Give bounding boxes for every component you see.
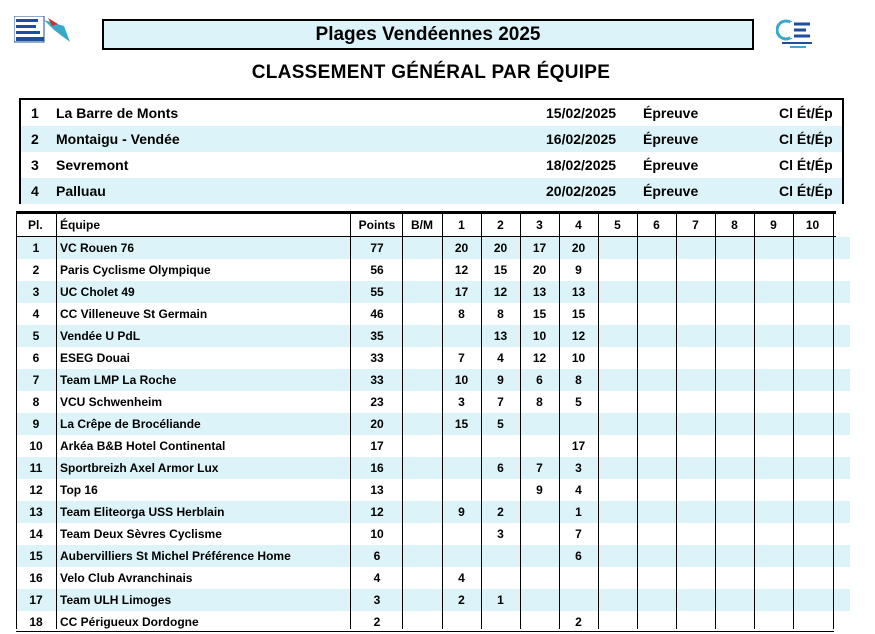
- stage-points-cell: 20: [493, 241, 508, 255]
- points-cell: 23: [370, 395, 384, 409]
- team-name-cell: Paris Cyclisme Olympique: [60, 263, 211, 277]
- table-row: [16, 523, 850, 545]
- grid-line: [559, 211, 560, 629]
- col-header-bm: B/M: [411, 218, 433, 232]
- stage-points-cell: 6: [536, 373, 543, 387]
- rank-cell: 4: [32, 307, 40, 321]
- points-cell: 33: [370, 351, 384, 365]
- stage-points-cell: 17: [571, 439, 586, 453]
- points-cell: 46: [370, 307, 384, 321]
- rank-cell: 12: [29, 483, 43, 497]
- rank-cell: 16: [29, 571, 43, 585]
- event-number: 4: [31, 183, 39, 199]
- team-name-cell: ESEG Douai: [60, 351, 131, 365]
- event-row: [21, 178, 842, 204]
- table-row: [16, 567, 850, 589]
- team-name-cell: VC Rouen 76: [60, 241, 135, 255]
- points-cell: 56: [370, 263, 384, 277]
- table-row: [16, 589, 850, 611]
- grid-line: [350, 211, 351, 629]
- event-type: Épreuve: [643, 183, 699, 199]
- stage-points-cell: 10: [454, 373, 469, 387]
- stage-points-cell: 3: [575, 461, 582, 475]
- stage-points-cell: 9: [575, 263, 582, 277]
- points-cell: 2: [373, 615, 381, 629]
- team-name-cell: Aubervilliers St Michel Préférence Home: [60, 549, 291, 563]
- col-header-stage-4: 4: [575, 218, 582, 232]
- event-number: 3: [31, 157, 39, 173]
- stage-points-cell: 4: [458, 571, 465, 585]
- events-table: [19, 98, 844, 204]
- event-date: 16/02/2025: [546, 131, 617, 147]
- rank-cell: 8: [32, 395, 40, 409]
- event-type: Épreuve: [643, 131, 699, 147]
- stage-points-cell: 2: [497, 505, 504, 519]
- stage-points-cell: 4: [575, 483, 582, 497]
- table-row: [16, 413, 850, 435]
- col-header-points: Points: [358, 218, 396, 232]
- grid-line: [442, 211, 443, 629]
- stage-points-cell: 15: [532, 307, 547, 321]
- points-cell: 35: [370, 329, 384, 343]
- stage-points-cell: 13: [493, 329, 508, 343]
- team-name-cell: Team Deux Sèvres Cyclisme: [60, 527, 222, 541]
- table-row: [16, 369, 850, 391]
- table-row: [16, 611, 850, 633]
- team-name-cell: Team LMP La Roche: [60, 373, 177, 387]
- table-row: [16, 391, 850, 413]
- stage-points-cell: 12: [454, 263, 469, 277]
- stage-points-cell: 15: [493, 263, 508, 277]
- points-cell: 13: [370, 483, 384, 497]
- event-class: Cl Ét/Ép: [779, 183, 833, 199]
- col-header-stage-10: 10: [805, 218, 820, 232]
- federation-logo: [14, 16, 72, 46]
- stage-points-cell: 12: [532, 351, 547, 365]
- event-type: Épreuve: [643, 157, 699, 173]
- stage-points-cell: 10: [532, 329, 547, 343]
- table-row: [16, 479, 850, 501]
- grid-line: [16, 211, 17, 629]
- event-number: 2: [31, 131, 39, 147]
- team-name-cell: Team Eliteorga USS Herblain: [60, 505, 225, 519]
- stage-points-cell: 7: [575, 527, 582, 541]
- table-bottom-border: [16, 631, 834, 632]
- stage-points-cell: 3: [497, 527, 504, 541]
- stage-points-cell: 7: [458, 351, 465, 365]
- stage-points-cell: 9: [497, 373, 504, 387]
- event-row: [21, 126, 842, 152]
- stage-points-cell: 2: [458, 593, 465, 607]
- stage-points-cell: 7: [497, 395, 504, 409]
- rank-cell: 10: [29, 439, 43, 453]
- grid-line: [598, 211, 599, 629]
- stage-points-cell: 20: [454, 241, 469, 255]
- col-header-stage-2: 2: [497, 218, 504, 232]
- col-header-stage-1: 1: [458, 218, 465, 232]
- team-name-cell: Arkéa B&B Hotel Continental: [60, 439, 226, 453]
- col-header-stage-7: 7: [692, 218, 699, 232]
- stage-points-cell: 1: [575, 505, 582, 519]
- stage-points-cell: 12: [571, 329, 586, 343]
- stage-points-cell: 13: [571, 285, 586, 299]
- rank-cell: 11: [29, 461, 43, 475]
- stage-points-cell: 15: [454, 417, 469, 431]
- table-row: [16, 435, 850, 457]
- stage-points-cell: 20: [532, 263, 547, 277]
- grid-line: [793, 211, 794, 629]
- stage-points-cell: 4: [497, 351, 504, 365]
- page-title: Plages Vendéennes 2025: [102, 19, 754, 50]
- rank-cell: 6: [32, 351, 40, 365]
- grid-line: [637, 211, 638, 629]
- points-cell: 33: [370, 373, 384, 387]
- table-row: [16, 501, 850, 523]
- grid-line: [715, 211, 716, 629]
- rank-cell: 15: [29, 549, 43, 563]
- grid-line: [754, 211, 755, 629]
- rank-cell: 13: [29, 505, 43, 519]
- grid-line: [676, 211, 677, 629]
- grid-line: [481, 211, 482, 629]
- stage-points-cell: 6: [497, 461, 504, 475]
- col-header-stage-8: 8: [731, 218, 738, 232]
- event-name: Palluau: [56, 183, 106, 199]
- col-header-stage-5: 5: [614, 218, 621, 232]
- points-cell: 55: [370, 285, 384, 299]
- points-cell: 12: [370, 505, 384, 519]
- stage-points-cell: 8: [575, 373, 582, 387]
- stage-points-cell: 9: [536, 483, 543, 497]
- event-date: 20/02/2025: [546, 183, 617, 199]
- stage-points-cell: 9: [458, 505, 465, 519]
- team-name-cell: CC Villeneuve St Germain: [60, 307, 208, 321]
- rank-cell: 18: [29, 615, 43, 629]
- stage-points-cell: 12: [493, 285, 508, 299]
- event-type: Épreuve: [643, 105, 699, 121]
- table-row: [16, 303, 850, 325]
- grid-line: [402, 211, 403, 629]
- stage-points-cell: 17: [532, 241, 547, 255]
- stage-points-cell: 10: [571, 351, 586, 365]
- event-row: [21, 152, 842, 178]
- col-header-stage-9: 9: [770, 218, 777, 232]
- points-cell: 3: [373, 593, 381, 607]
- event-class: Cl Ét/Ép: [779, 131, 833, 147]
- team-name-cell: UC Cholet 49: [60, 285, 135, 299]
- points-cell: 10: [370, 527, 384, 541]
- grid-line: [833, 211, 834, 629]
- event-name: La Barre de Monts: [56, 105, 179, 121]
- table-row: [16, 281, 850, 303]
- points-cell: 16: [370, 461, 384, 475]
- stage-points-cell: 17: [454, 285, 469, 299]
- points-cell: 6: [373, 549, 381, 563]
- team-name-cell: La Crêpe de Brocéliande: [60, 417, 201, 431]
- stage-points-cell: 5: [575, 395, 582, 409]
- rank-cell: 2: [32, 263, 40, 277]
- col-header-pl: Pl.: [28, 218, 43, 232]
- points-cell: 20: [370, 417, 384, 431]
- team-name-cell: Team ULH Limoges: [60, 593, 172, 607]
- stage-points-cell: 1: [497, 593, 504, 607]
- team-name-cell: Sportbreizh Axel Armor Lux: [60, 461, 219, 475]
- col-header-stage-6: 6: [653, 218, 660, 232]
- stage-points-cell: 2: [575, 615, 582, 629]
- points-cell: 77: [370, 241, 384, 255]
- table-row: [16, 237, 850, 259]
- event-class: Cl Ét/Ép: [779, 105, 833, 121]
- rank-cell: 1: [32, 241, 40, 255]
- stage-points-cell: 5: [497, 417, 504, 431]
- points-cell: 4: [373, 571, 381, 585]
- table-row: [16, 325, 850, 347]
- points-cell: 17: [370, 439, 384, 453]
- rank-cell: 5: [32, 329, 40, 343]
- grid-line: [56, 211, 57, 629]
- event-date: 15/02/2025: [546, 105, 617, 121]
- stage-points-cell: 3: [458, 395, 465, 409]
- rank-cell: 14: [29, 527, 43, 541]
- table-row: [16, 457, 850, 479]
- col-header-team: Équipe: [60, 218, 101, 232]
- grid-line: [520, 211, 521, 629]
- team-name-cell: Top 16: [60, 483, 98, 497]
- team-name-cell: Vendée U PdL: [60, 329, 141, 343]
- organizer-logo: [776, 18, 824, 50]
- table-row: [16, 347, 850, 369]
- stage-points-cell: 6: [575, 549, 582, 563]
- event-number: 1: [31, 105, 39, 121]
- stage-points-cell: 20: [571, 241, 586, 255]
- stage-points-cell: 7: [536, 461, 543, 475]
- rank-cell: 9: [32, 417, 40, 431]
- col-header-stage-3: 3: [536, 218, 543, 232]
- team-name-cell: VCU Schwenheim: [60, 395, 163, 409]
- event-row: [21, 100, 842, 126]
- rank-cell: 3: [32, 285, 40, 299]
- team-name-cell: CC Périgueux Dordogne: [60, 615, 199, 629]
- event-name: Sevremont: [56, 157, 129, 173]
- rank-cell: 17: [29, 593, 43, 607]
- event-class: Cl Ét/Ép: [779, 157, 833, 173]
- page-subtitle: CLASSEMENT GÉNÉRAL PAR ÉQUIPE: [251, 62, 611, 83]
- event-date: 18/02/2025: [546, 157, 617, 173]
- event-name: Montaigu - Vendée: [56, 131, 180, 147]
- standings-header: [16, 211, 836, 237]
- stage-points-cell: 8: [536, 395, 543, 409]
- team-name-cell: Velo Club Avranchinais: [60, 571, 193, 585]
- stage-points-cell: 8: [497, 307, 504, 321]
- rank-cell: 7: [32, 373, 40, 387]
- table-row: [16, 259, 850, 281]
- stage-points-cell: 13: [532, 285, 547, 299]
- stage-points-cell: 15: [571, 307, 586, 321]
- table-row: [16, 545, 850, 567]
- stage-points-cell: 8: [458, 307, 465, 321]
